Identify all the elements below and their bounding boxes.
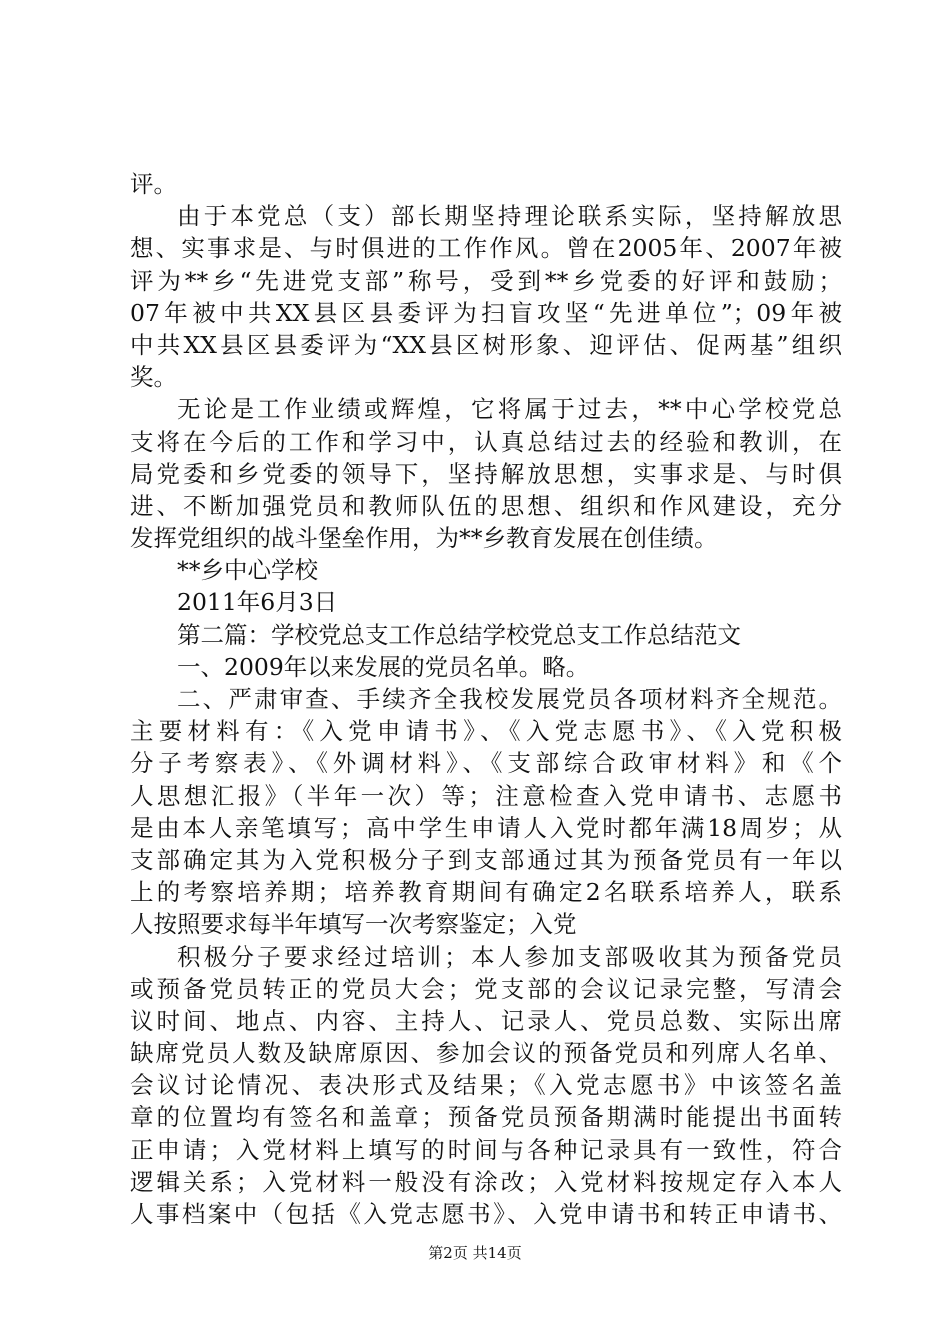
text-line: 07年被中共XX县区县委评为扫盲攻坚“先进单位”；09年被 [130,298,842,327]
text-line: 奖。 [130,363,177,392]
text-line: 分子考察表》、《外调材料》、《支部综合政审材料》和《个 [130,749,842,778]
text-line: 或预备党员转正的党员大会；党支部的会议记录完整，写清会 [130,974,842,1003]
text-line: 上的考察培养期；培养教育期间有确定2名联系培养人，联系 [130,878,842,907]
text-line: 第二篇：学校党总支工作总结学校党总支工作总结范文 [177,620,741,649]
text-line: 主要材料有：《入党申请书》、《入党志愿书》、《入党积极 [130,717,842,746]
text-line: 人事档案中（包括《入党志愿书》、入党申请书和转正申请书、 [130,1200,842,1228]
text-line: 逻辑关系；入党材料一般没有涂改；入党材料按规定存入本人 [130,1167,842,1196]
text-line: 无论是工作业绩或辉煌，它将属于过去，**中心学校党总 [177,395,842,424]
text-line: 由于本党总（支）部长期坚持理论联系实际，坚持解放思 [177,202,842,231]
text-line: 中共XX县区县委评为“XX县区树形象、迎评估、促两基”组织 [130,330,842,359]
text-line: 二、严肃审查、手续齐全我校发展党员各项材料齐全规范。 [177,685,842,713]
text-line: 一、2009年以来发展的党员名单。略。 [177,652,590,681]
text-line: 会议讨论情况、表决形式及结果；《入党志愿书》中该签名盖 [130,1071,842,1100]
text-line: 发挥党组织的战斗堡垒作用，为**乡教育发展在创佳绩。 [130,524,718,553]
text-line: 议时间、地点、内容、主持人、记录人、党员总数、实际出席 [130,1006,842,1035]
text-line: 正申请；入党材料上填写的时间与各种记录具有一致性，符合 [130,1135,842,1164]
text-line: 2011年6月3日 [177,588,338,617]
text-line: 章的位置均有签名和盖章；预备党员预备期满时能提出书面转 [130,1103,842,1132]
page-footer: 第2页 共14页 [428,1244,522,1262]
text-line: 支将在今后的工作和学习中，认真总结过去的经验和教训，在 [130,427,842,456]
text-line: 人思想汇报》（半年一次）等；注意检查入党申请书、志愿书 [130,781,842,810]
text-line: 评。 [130,170,177,198]
text-line: 进、不断加强党员和教师队伍的思想、组织和作风建设，充分 [130,491,842,520]
text-line: 评为**乡“先进党支部”称号，受到**乡党委的好评和鼓励； [130,266,842,295]
text-line: 支部确定其为入党积极分子到支部通过其为预备党员有一年以 [130,845,842,874]
text-line: 人按照要求每半年填写一次考察鉴定；入党 [130,910,577,939]
text-line: 缺席党员人数及缺席原因、参加会议的预备党员和列席人名单、 [130,1039,842,1068]
text-line: **乡中心学校 [177,556,318,585]
text-line: 想、实事求是、与时俱进的工作作风。曾在2005年、2007年被 [130,234,842,263]
text-line: 积极分子要求经过培训；本人参加支部吸收其为预备党员 [177,942,842,971]
text-line: 是由本人亲笔填写；高中学生申请人入党时都年满18周岁；从 [130,813,842,842]
text-line: 局党委和乡党委的领导下，坚持解放思想，实事求是、与时俱 [130,459,842,488]
document-body [130,168,842,1230]
